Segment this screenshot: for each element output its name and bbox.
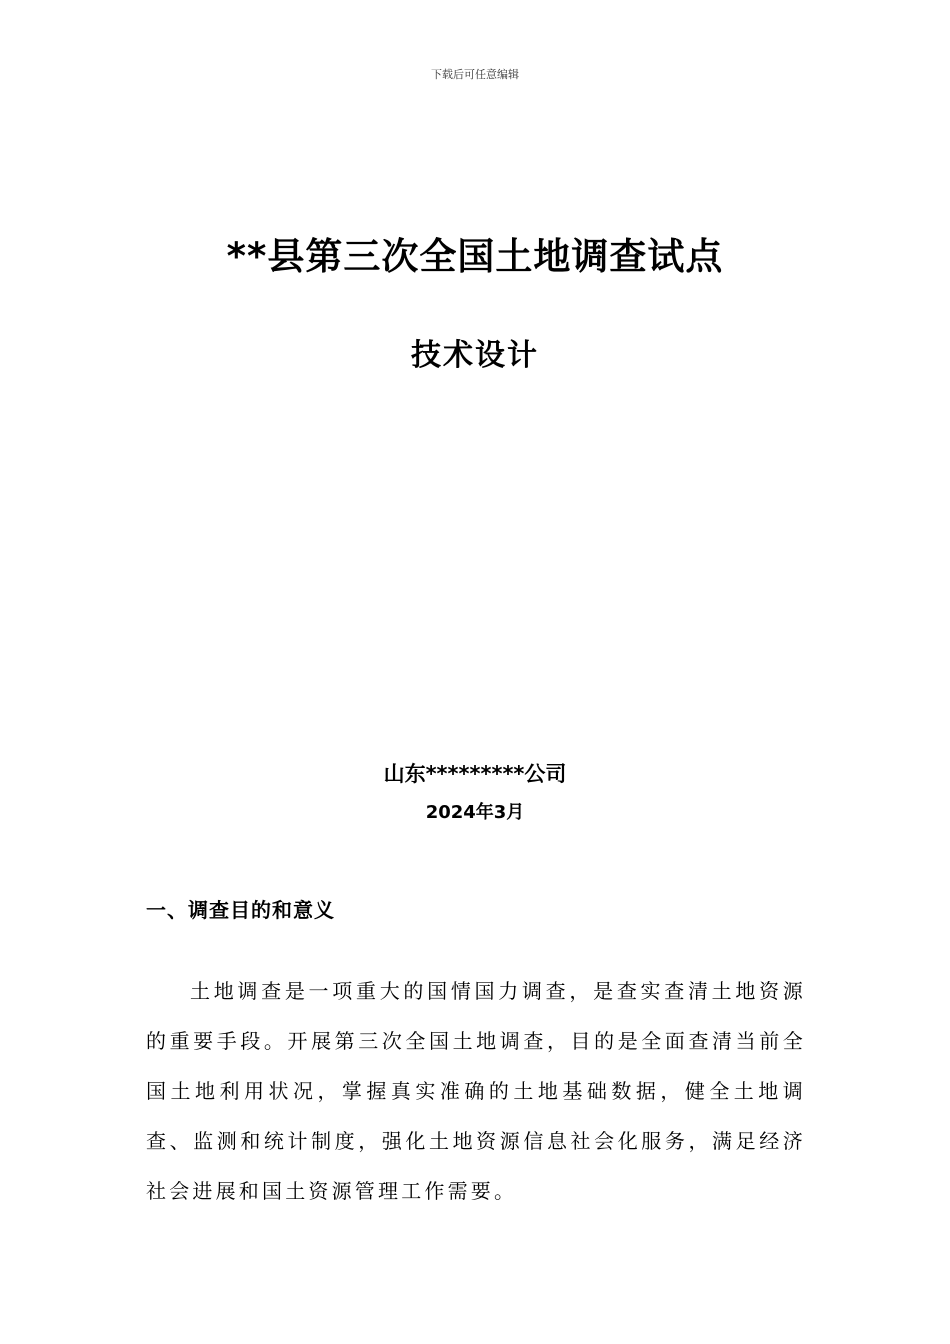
section-heading: 一、调查目的和意义 xyxy=(146,898,335,922)
document-date: 2024年3月 xyxy=(425,802,525,823)
body-paragraph: 土地调查是一项重大的国情国力调查，是查实查清土地资源的重要手段。开展第三次全国土地调查，目的是全面查清当前全国土地利用状况，掌握真实准确的土地基础数据，健全土地调查、监测和统计制度，强化土地资源信息社会化服务，满足经济社会进展和国土资源管理工作需要。 xyxy=(146,979,806,1203)
document-title: **县第三次全国土地调查试点 xyxy=(226,235,724,278)
page-header-note: 下载后可任意编辑 xyxy=(431,68,519,81)
company-name: 山东*********公司 xyxy=(383,762,567,786)
document-subtitle: 技术设计 xyxy=(411,338,539,373)
